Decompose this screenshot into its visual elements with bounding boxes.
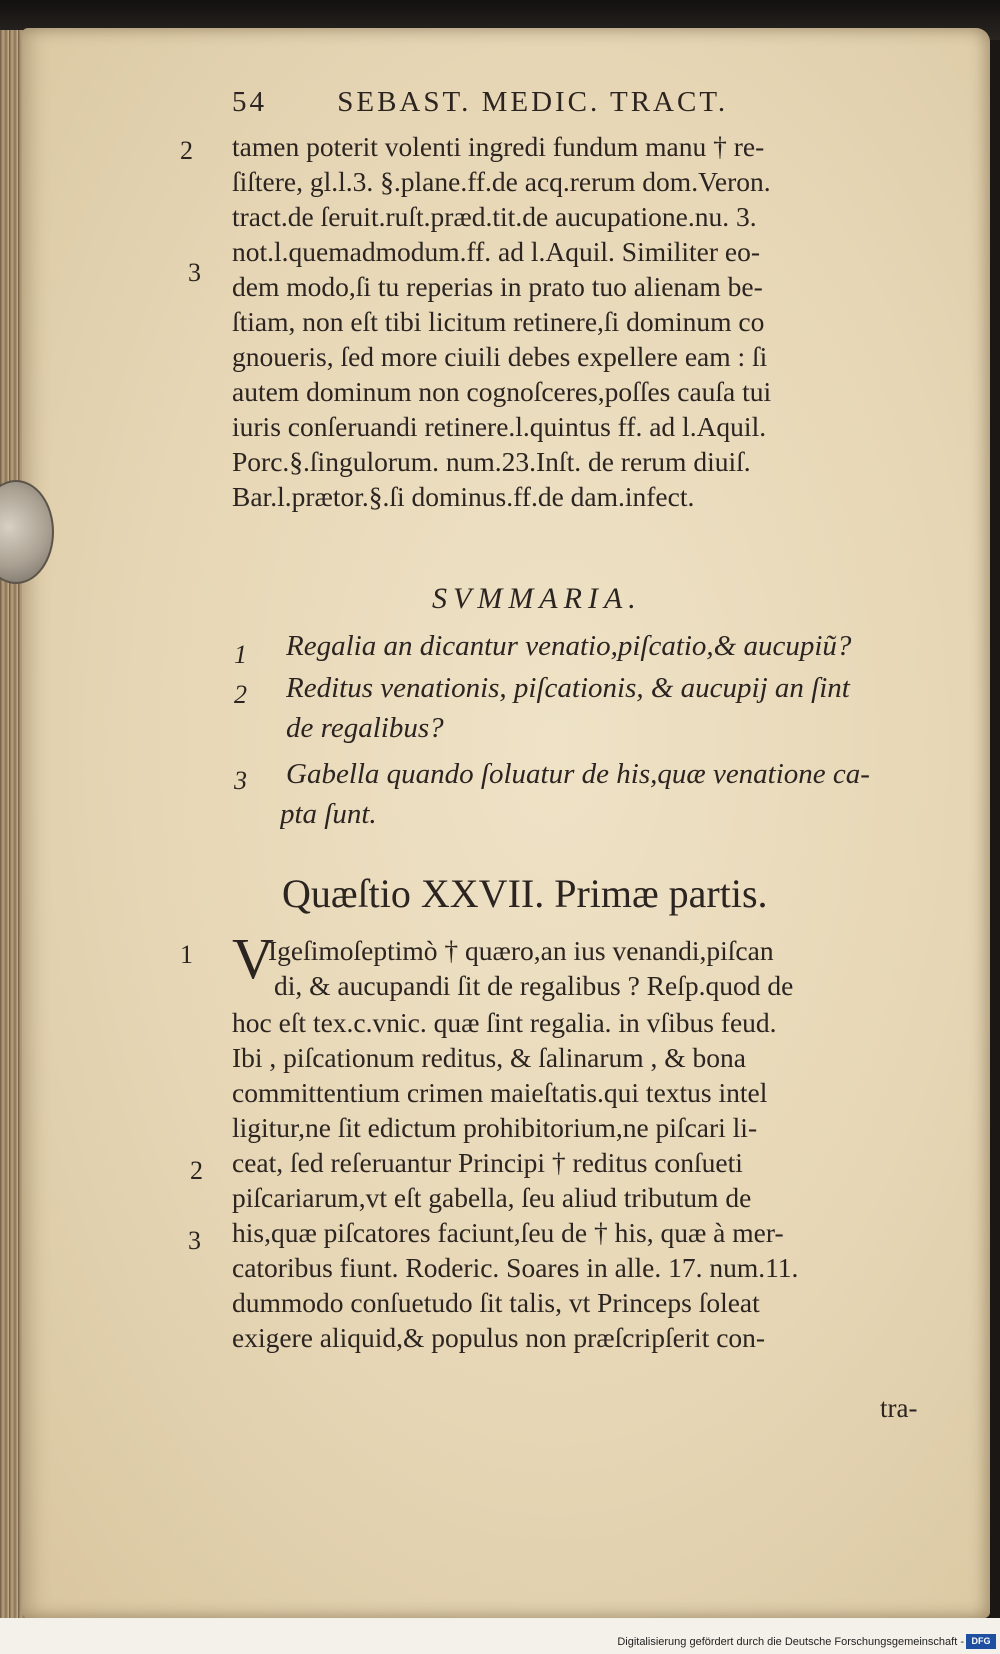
text-line: ligitur,ne ſit edictum prohibitorium,ne piſcari li-	[232, 1112, 758, 1143]
summary-line: Regalia an dicantur venatio,piſcatio,& aucupiũ?	[286, 630, 852, 662]
text-line: Ibi , piſcationum reditus, & ſalinarum , & bona	[232, 1042, 747, 1073]
text-line: piſcariarum,vt eſt gabella, ſeu aliud tributum de	[232, 1182, 752, 1213]
margin-number: 2	[180, 136, 193, 165]
drop-capital: V	[232, 926, 274, 991]
margin-number: 1	[180, 940, 193, 969]
summary-number: 1	[234, 640, 247, 669]
summary-line: pta ſunt.	[280, 798, 377, 830]
text-line: dummodo conſuetudo ſit talis, vt Princeps ſoleat	[232, 1287, 760, 1318]
margin-number: 3	[188, 258, 201, 287]
summary-line: Reditus venationis, piſcationis, & aucupij an ſint	[286, 672, 850, 704]
summary-line: Gabella quando ſoluatur de his,quæ venatione ca-	[286, 758, 870, 790]
dfg-logo: DFG	[966, 1634, 996, 1649]
summaria-heading: SVMMARIA.	[432, 582, 642, 615]
text-line: iuris conſeruandi retinere.l.quintus ff. ad l.Aquil.	[232, 411, 767, 442]
text-line: Porc.§.ſingulorum. num.23.Inſt. de rerum diuiſ.	[232, 446, 751, 477]
text-line: ceat, ſed reſeruantur Principi † reditus conſueti	[232, 1147, 743, 1178]
text-line: tamen poterit volenti ingredi fundum manu † re-	[232, 131, 765, 162]
text-line: Bar.l.prætor.§.ſi dominus.ff.de dam.infect.	[232, 481, 695, 512]
folio-number: 54	[232, 86, 267, 118]
margin-number: 2	[190, 1156, 203, 1185]
text-line: catoribus fiunt. Roderic. Soares in alle. 17. num.11.	[232, 1252, 799, 1283]
text-line: autem dominum non cognoſceres,poſſes cauſa tui	[232, 376, 772, 407]
text-line: tract.de ſeruit.ruſt.præd.tit.de aucupatione.nu. 3.	[232, 201, 757, 232]
text-line: not.l.quemadmodum.ff. ad l.Aquil. Similiter eo-	[232, 236, 761, 267]
text-line: hoc eſt tex.c.vnic. quæ ſint regalia. in vſibus feud.	[232, 1007, 777, 1038]
summary-number: 2	[234, 680, 247, 709]
text-line: ſiſtere, gl.l.3. §.plane.ff.de acq.rerum dom.Veron.	[232, 166, 771, 197]
summary-line: de regalibus?	[286, 712, 444, 744]
text-line: ſtiam, non eſt tibi licitum retinere,ſi dominum co	[232, 306, 765, 337]
summary-number: 3	[234, 766, 247, 795]
text-line: exigere aliquid,& populus non præſcripſerit con-	[232, 1322, 766, 1353]
catchword: tra-	[880, 1393, 918, 1423]
running-head	[232, 86, 932, 119]
footer-credit: Digitalisierung gefördert durch die Deutsche Forschungsgemeinschaft -	[617, 1636, 964, 1648]
text-line: committentium crimen maieſtatis.qui textus intel	[232, 1077, 768, 1108]
text-line: di, & aucupandi ſit de regalibus ? Reſp.quod de	[274, 970, 794, 1001]
text-line: his,quæ piſcatores faciunt,ſeu de † his, quæ à mer-	[232, 1217, 784, 1248]
text-line: Igeſimoſeptimò † quæro,an ius venandi,piſcan	[268, 935, 774, 966]
question-heading: Quæſtio XXVII. Primæ partis.	[282, 871, 768, 916]
text-line: dem modo,ſi tu reperias in prato tuo alienam be-	[232, 271, 763, 302]
running-head-title: SEBAST. MEDIC. TRACT.	[337, 86, 729, 118]
text-line: gnoueris, ſed more ciuili debes expellere eam : ſi	[232, 341, 768, 372]
margin-number: 3	[188, 1226, 201, 1255]
